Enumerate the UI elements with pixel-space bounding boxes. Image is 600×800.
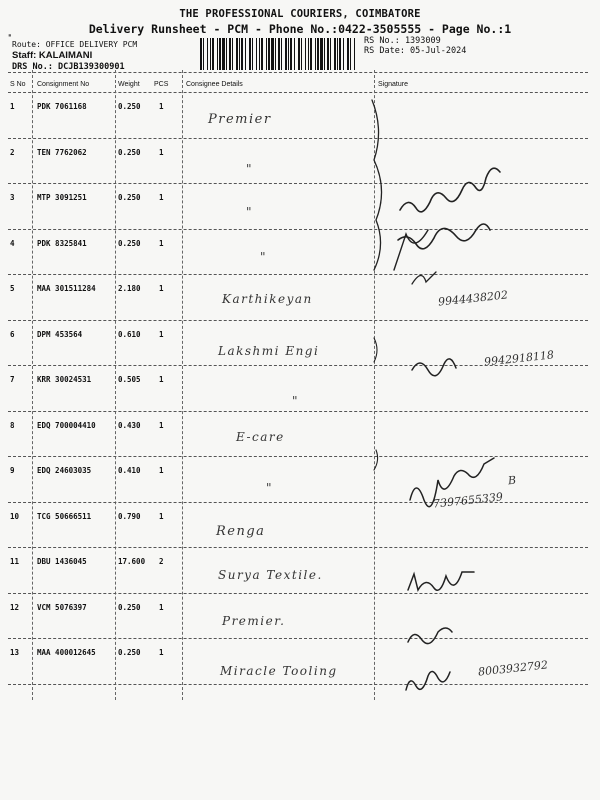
row-sno: 10	[10, 511, 20, 521]
row-consignment: TEN 7762062	[37, 147, 87, 157]
row-sno: 1	[10, 102, 15, 111]
row-signature-note: 9944438202	[437, 288, 509, 309]
rs-number: RS No.: 1393009	[364, 36, 441, 46]
curly-brace-mark	[372, 100, 382, 270]
row-pcs: 1	[159, 375, 164, 384]
row-sno: 2	[10, 147, 15, 157]
row-consignment: KRR 30024531	[37, 375, 92, 384]
row-pcs: 1	[159, 102, 164, 111]
row-consignment: MTP 3091251	[37, 193, 87, 202]
row-consignment: MAA 301511284	[37, 284, 96, 293]
row-weight: 0.250	[118, 147, 141, 157]
row-weight: 0.610	[118, 329, 141, 339]
row-pcs: 1	[159, 511, 164, 521]
row-weight: 0.250	[118, 102, 141, 111]
row-consignee-handwritten: Renga	[216, 524, 266, 539]
row-pcs: 1	[159, 648, 164, 657]
row-consignment: MAA 400012645	[37, 648, 96, 657]
row-consignment: EDQ 700004410	[37, 420, 96, 430]
row-consignee-handwritten: Lakshmi Engi	[218, 344, 320, 358]
curly-brace-mark	[374, 338, 377, 362]
row-consignee-handwritten: Miracle Tooling	[220, 664, 338, 678]
row-pcs: 1	[159, 329, 164, 339]
col-header-pcs: PCS	[154, 81, 169, 88]
company-title: THE PROFESSIONAL COURIERS, COIMBATORE	[179, 8, 421, 20]
row-consignment: VCM 5076397	[37, 602, 87, 612]
row-weight: 0.430	[118, 420, 141, 430]
signature-row-9	[410, 458, 494, 507]
signature-row-3	[398, 224, 490, 249]
col-header-signature: Signature	[378, 81, 408, 88]
row-sno: 3	[10, 193, 15, 202]
row-consignment: DPM 453564	[37, 329, 83, 339]
row-consignee-handwritten: E-care	[236, 430, 285, 444]
row-consignment: PDK 8325841	[37, 238, 87, 248]
drs-number: DRS No.: DCJB139300901	[12, 62, 125, 72]
row-sno: 9	[10, 466, 15, 475]
row-sno: 4	[10, 238, 15, 248]
row-consignee-handwritten: "	[246, 205, 254, 219]
staff-label: Staff: KALAIMANI	[12, 50, 93, 61]
row-signature-note: 9942918118	[483, 348, 555, 369]
row-sno: 5	[10, 284, 15, 293]
row-weight: 2.180	[118, 284, 141, 293]
row-consignee-handwritten: "	[246, 162, 254, 176]
row-pcs: 1	[159, 602, 164, 612]
row-sno: 6	[10, 329, 15, 339]
col-header-consignee: Consignee Details	[186, 81, 243, 88]
col-header-sno: S No	[10, 81, 26, 88]
runsheet-table	[8, 70, 588, 700]
row-pcs: 1	[159, 238, 164, 248]
signature-row-2	[400, 168, 500, 212]
row-consignment: TCG 50666511	[37, 511, 92, 521]
row-signature-note: B	[507, 473, 517, 488]
row-consignee-handwritten: Karthikeyan	[222, 292, 313, 306]
signature-row-5	[412, 272, 436, 284]
row-sno: 12	[10, 602, 20, 612]
row-weight: 0.250	[118, 648, 141, 657]
barcode-image	[200, 38, 356, 70]
row-weight: 0.250	[118, 238, 141, 248]
signature-row-13	[406, 671, 450, 690]
row-pcs: 1	[159, 284, 164, 293]
row-consignee-handwritten: "	[260, 250, 268, 264]
row-weight: 0.505	[118, 375, 141, 384]
row-consignee-handwritten: "	[266, 481, 274, 495]
row-consignment: PDK 7061168	[37, 102, 87, 111]
signature-row-4	[394, 230, 428, 270]
row-pcs: 1	[159, 193, 164, 202]
row-sno: 8	[10, 420, 15, 430]
row-consignment: DBU 1436045	[37, 557, 87, 566]
row-weight: 0.250	[118, 602, 141, 612]
row-consignee-handwritten: "	[292, 394, 300, 408]
route-label: Route: OFFICE DELIVERY PCM	[12, 40, 138, 49]
row-pcs: 1	[159, 466, 164, 475]
row-weight: 0.790	[118, 511, 141, 521]
row-sno: 11	[10, 557, 20, 566]
row-pcs: 1	[159, 147, 164, 157]
row-weight: 0.250	[118, 193, 141, 202]
row-weight: 17.600	[118, 557, 146, 566]
signature-row-6	[412, 359, 456, 376]
row-consignee-handwritten: Premier	[208, 112, 272, 127]
row-consignee-handwritten: Surya Textile.	[218, 568, 323, 582]
row-consignment: EDQ 24603035	[37, 466, 92, 475]
row-weight: 0.410	[118, 466, 141, 475]
col-header-consignment: Consignment No	[37, 81, 90, 88]
signature-row-11	[408, 572, 474, 590]
row-consignee-handwritten: Premier.	[222, 614, 286, 628]
row-signature-note: 7397655339	[432, 490, 504, 511]
runsheet-title: Delivery Runsheet - PCM - Phone No.:0422-3505555 - Page No.:1	[88, 22, 512, 36]
signature-scribbles	[8, 70, 588, 700]
signature-row-12	[408, 628, 452, 644]
row-sno: 7	[10, 375, 15, 384]
row-pcs: 2	[159, 557, 164, 566]
row-signature-note: 8003932792	[477, 658, 549, 679]
row-sno: 13	[10, 648, 20, 657]
curly-brace-mark	[374, 450, 378, 470]
rs-date: RS Date: 05-Jul-2024	[364, 46, 467, 56]
row-pcs: 1	[159, 420, 164, 430]
col-header-weight: Weight	[118, 81, 140, 88]
margin-mark: ▪	[8, 32, 12, 39]
